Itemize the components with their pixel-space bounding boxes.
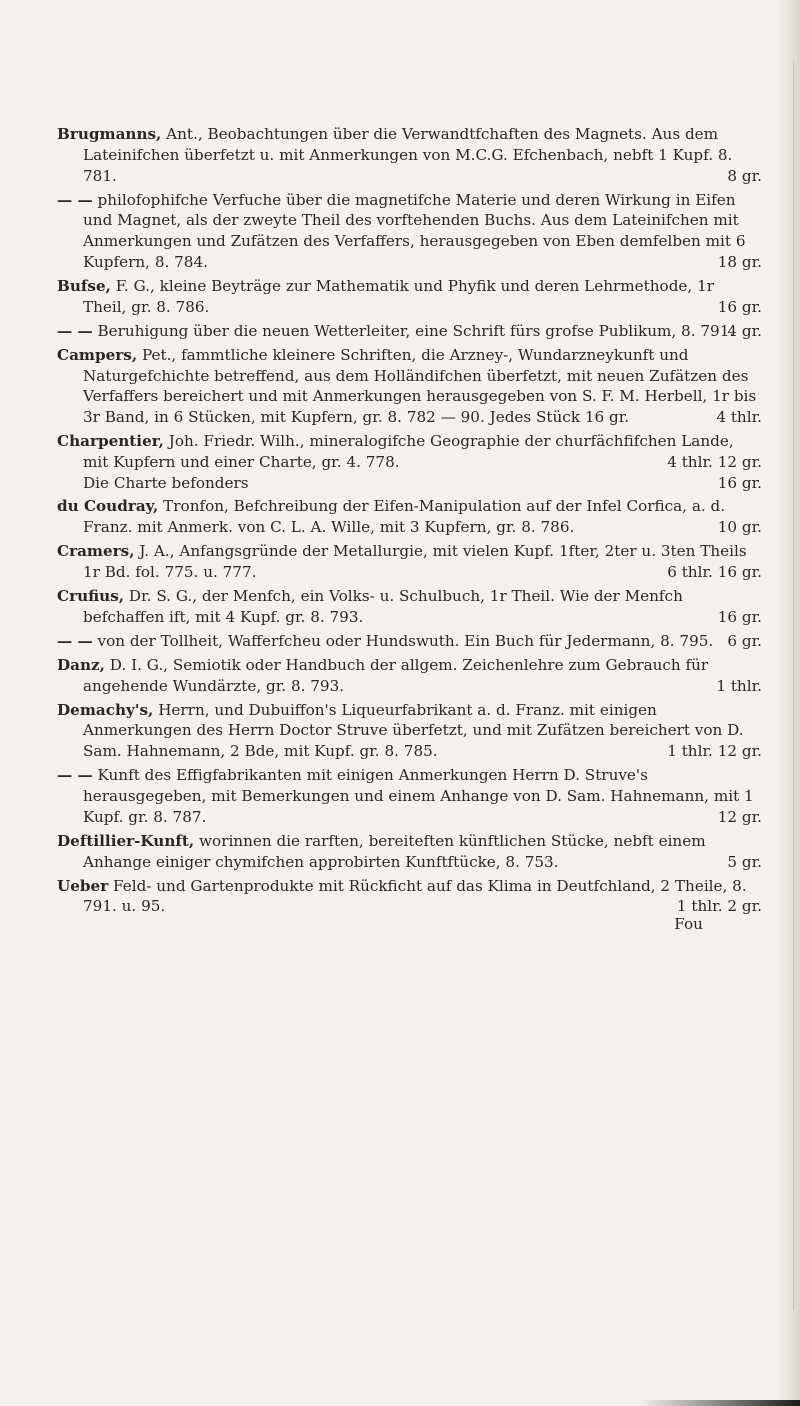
entry-author: Brugmanns, <box>57 125 162 143</box>
catalog-entry <box>57 876 762 918</box>
entry-text: von der Tollheit, Wafferfcheu oder Hundswuth. Ein Buch für Jedermann, 8. 795. <box>97 631 714 650</box>
entry-text: Ant., Beobachtungen über die Verwandtfchaften des Magnets. Aus dem Lateinifchen überfetzt u. mit Anmerkungen von M.C.G. Efchenbach, nebft 1 Kupf. 8. 781. <box>83 125 733 185</box>
entry-text: Dr. S. G., der Menfch, ein Volks- u. Schulbuch, 1r Theil. Wie der Menfch befchaffen ift, mit 4 Kupf. gr. 8. 793. <box>83 587 683 626</box>
entry-text: Joh. Friedr. Wilh., mineralogifche Geographie der churfächfifchen Lande, mit Kupfern und einer Charte, gr. 4. 778. <box>83 432 734 471</box>
catalog-entry <box>57 124 762 186</box>
entry-text: J. A., Anfangsgründe der Metallurgie, mit vielen Kupf. 1fter, 2ter u. 3ten Theils 1r Bd. fol. 775. u. 777. <box>83 542 747 582</box>
map-note-text: Die Charte befonders <box>83 473 249 492</box>
entry-text: Herrn, und Dubuiffon's Liqueurfabrikant a. d. Franz. mit einigen Anmerkungen des Herrn Doctor Struve überfetzt, und mit Zufätzen bereichert von D. Sam. Hahnemann, 2 Bde, mit Kupf. gr. 8. 785. <box>83 700 744 761</box>
entry-price: 1 thlr. <box>716 676 762 695</box>
catalog-entry <box>57 321 762 342</box>
catalog-entry <box>57 541 762 583</box>
entry-price: 18 gr. <box>717 252 762 271</box>
catalog-entry <box>57 345 762 428</box>
entry-author: — — <box>57 190 93 209</box>
entry-author: Danz, <box>57 655 105 674</box>
page-edge-line <box>793 60 794 1310</box>
entry-text: Tronfon, Befchreibung der Eifen-Manipulation auf der Infel Corfica, a. d. Franz. mit Anmerk. von C. L. A. Wille, mit 3 Kupfern, gr. 8. 786. <box>83 497 726 537</box>
entry-text: Feld- und Gartenprodukte mit Rückficht auf das Klima in Deutfchland, 2 Theile, 8. 791. u. 95. <box>83 876 747 916</box>
entry-price: 4 gr. <box>727 321 762 340</box>
entry-author: du Coudray, <box>57 497 159 516</box>
page-edge <box>778 0 800 1406</box>
entry-price: 6 gr. <box>727 631 762 650</box>
entry-text: philofophifche Verfuche über die magnetifche Materie und deren Wirkung in Eifen und Magnet, als der zweyte Theil des vorftehenden Buchs. Aus dem Lateinifchen mit Anmerkungen und Zufätzen des Verfaffers, herausgegeben von Eben demfelben mit 6 Kupfern, 8. 784. <box>83 190 746 271</box>
scan-shadow <box>640 1400 800 1406</box>
entry-price: 5 gr. <box>727 852 762 871</box>
entry-author: — — <box>57 321 93 340</box>
entry-price: 16 gr. <box>717 607 762 626</box>
catchword: Fou <box>674 915 703 934</box>
entry-author: Bufse, <box>57 276 111 295</box>
entry-author: Crufius, <box>57 587 125 606</box>
entry-price: 1 thlr. 2 gr. <box>676 897 762 916</box>
entry-author: — — <box>57 766 93 785</box>
catalog-entry <box>57 655 762 697</box>
entry-author: Campers, <box>57 345 138 364</box>
entry-text: worinnen die rarften, bereiteften künftlichen Stücke, nebft einem Anhange einiger chymifchen approbirten Kunftftücke, 8. 753. <box>83 831 706 871</box>
catalog-entry <box>57 190 762 273</box>
entry-author: — — <box>57 631 93 650</box>
entry-author: Ueber <box>57 876 109 895</box>
entry-price: 1 thlr. 12 gr. <box>667 742 762 761</box>
catalog-entry <box>57 586 762 628</box>
entry-text: F. G., kleine Beyträge zur Mathematik und Phyfik und deren Lehrmethode, 1r Theil, gr. 8. 786. <box>83 276 714 316</box>
map-note <box>83 473 762 494</box>
catalog-entry <box>57 765 762 827</box>
entry-text: Kunft des Effigfabrikanten mit einigen Anmerkungen Herrn D. Struve's herausgegeben, mit Bemerkungen und einem Anhange von D. Sam. Hahnemann, mit 1 Kupf. gr. 8. 787. <box>83 766 754 826</box>
catalog-entry <box>57 831 762 873</box>
entry-price: 10 gr. <box>717 518 762 537</box>
catalog-entry <box>57 631 762 652</box>
entry-author: Demachy's, <box>57 700 154 719</box>
entry-author: Deftillier-Kunft, <box>57 831 195 850</box>
catalog-entry <box>57 700 762 762</box>
entry-price: 4 thlr. 12 gr. <box>667 452 762 471</box>
entry-text: Pet., fammtliche kleinere Schriften, die Arzney-, Wundarzneykunft und Naturgefchichte betreffend, aus dem Holländifchen überfetzt, mit neuen Zufätzen des Verfaffers bereichert und mit Anmerkungen herausgegeben von S. F. M. Herbell, 1r bis 3r Band, in 6 Stücken, mit Kupfern, gr. 8. 782 — 90. Jedes Stück 16 gr. <box>83 345 757 427</box>
entry-price: 6 thlr. 16 gr. <box>667 563 762 582</box>
entry-price: 4 thlr. <box>716 408 762 427</box>
entry-price: 16 gr. <box>717 297 762 316</box>
catalog-entry <box>57 431 762 473</box>
entry-text: D. I. G., Semiotik oder Handbuch der allgem. Zeichenlehre zum Gebrauch für angehende Wundärzte, gr. 8. 793. <box>83 655 709 695</box>
entry-author: Charpentier, <box>57 432 164 451</box>
catalog-entry <box>57 496 762 538</box>
map-note-price: 16 gr. <box>717 473 762 492</box>
book-catalog <box>57 124 762 935</box>
entry-text: Beruhigung über die neuen Wetterleiter, eine Schrift fürs grofse Publikum, 8. 791. <box>97 321 735 340</box>
entry-author: Cramers, <box>57 542 135 561</box>
catalog-entry <box>57 276 762 318</box>
entry-price: 8 gr. <box>727 166 762 185</box>
entry-price: 12 gr. <box>717 807 762 826</box>
